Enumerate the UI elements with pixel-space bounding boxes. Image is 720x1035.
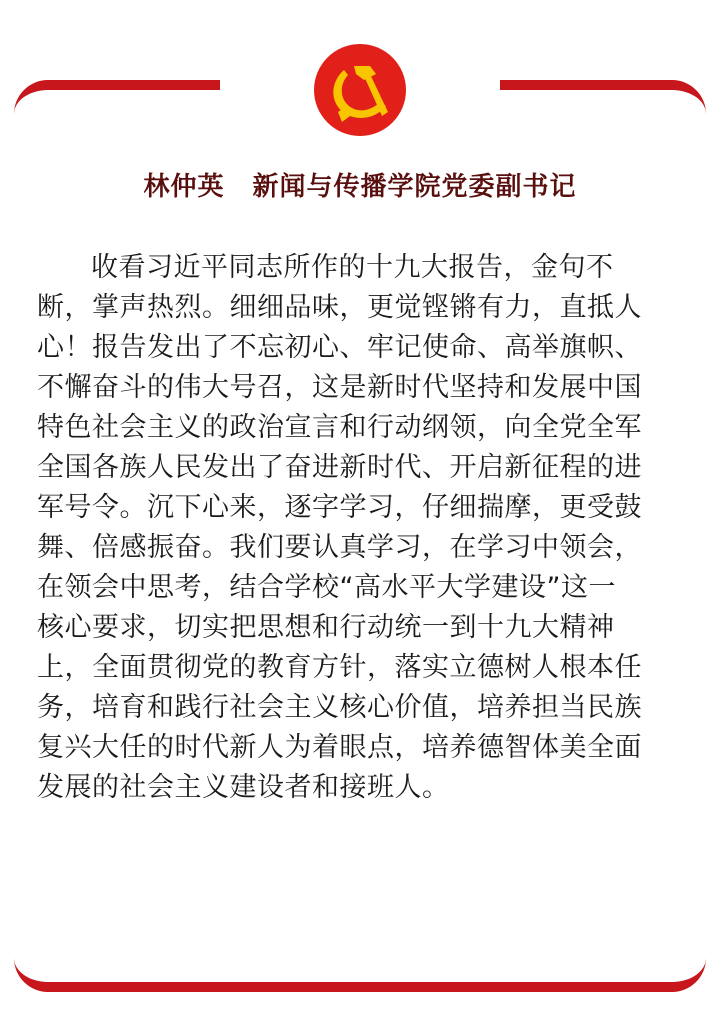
article-line: 断，掌声热烈。细细品味，更觉铿锵有力，直抵人 — [37, 292, 642, 323]
article-line: 收看习近平同志所作的十九大报告，金句不 — [91, 252, 614, 283]
article-line: 不懈奋斗的伟大号召，这是新时代坚持和发展中国 — [37, 372, 642, 403]
article-body — [37, 248, 685, 808]
article-line: 心！报告发出了不忘初心、牢记使命、高举旗帜、 — [37, 332, 642, 363]
article-line: 在领会中思考，结合学校“高水平大学建设”这一 — [37, 572, 616, 603]
hammer-sickle-icon — [314, 44, 406, 136]
article-line: 复兴大任的时代新人为着眼点，培养德智体美全面 — [37, 732, 642, 763]
article-line: 全国各族人民发出了奋进新时代、开启新征程的进 — [37, 452, 642, 483]
author-name: 林仲英 — [143, 172, 225, 202]
author-position: 新闻与传播学院党委副书记 — [252, 172, 577, 202]
article-line: 上，全面贯彻党的教育方针，落实立德树人根本任 — [37, 652, 642, 683]
article-line: 核心要求，切实把思想和行动统一到十九大精神 — [37, 612, 615, 643]
emblem-badge — [306, 36, 414, 144]
article-line: 务，培育和践行社会主义核心价值，培养担当民族 — [37, 692, 642, 723]
article-line: 舞、倍感振奋。我们要认真学习，在学习中领会， — [37, 532, 642, 563]
party-emblem — [314, 44, 406, 136]
page-title — [0, 166, 720, 203]
article-line: 特色社会主义的政治宣言和行动纲领，向全党全军 — [37, 412, 642, 443]
card-frame-bottom — [14, 930, 706, 992]
article-line: 军号令。沉下心来，逐字学习，仔细揣摩，更受鼓 — [37, 492, 642, 523]
article-line: 发展的社会主义建设者和接班人。 — [37, 772, 450, 803]
